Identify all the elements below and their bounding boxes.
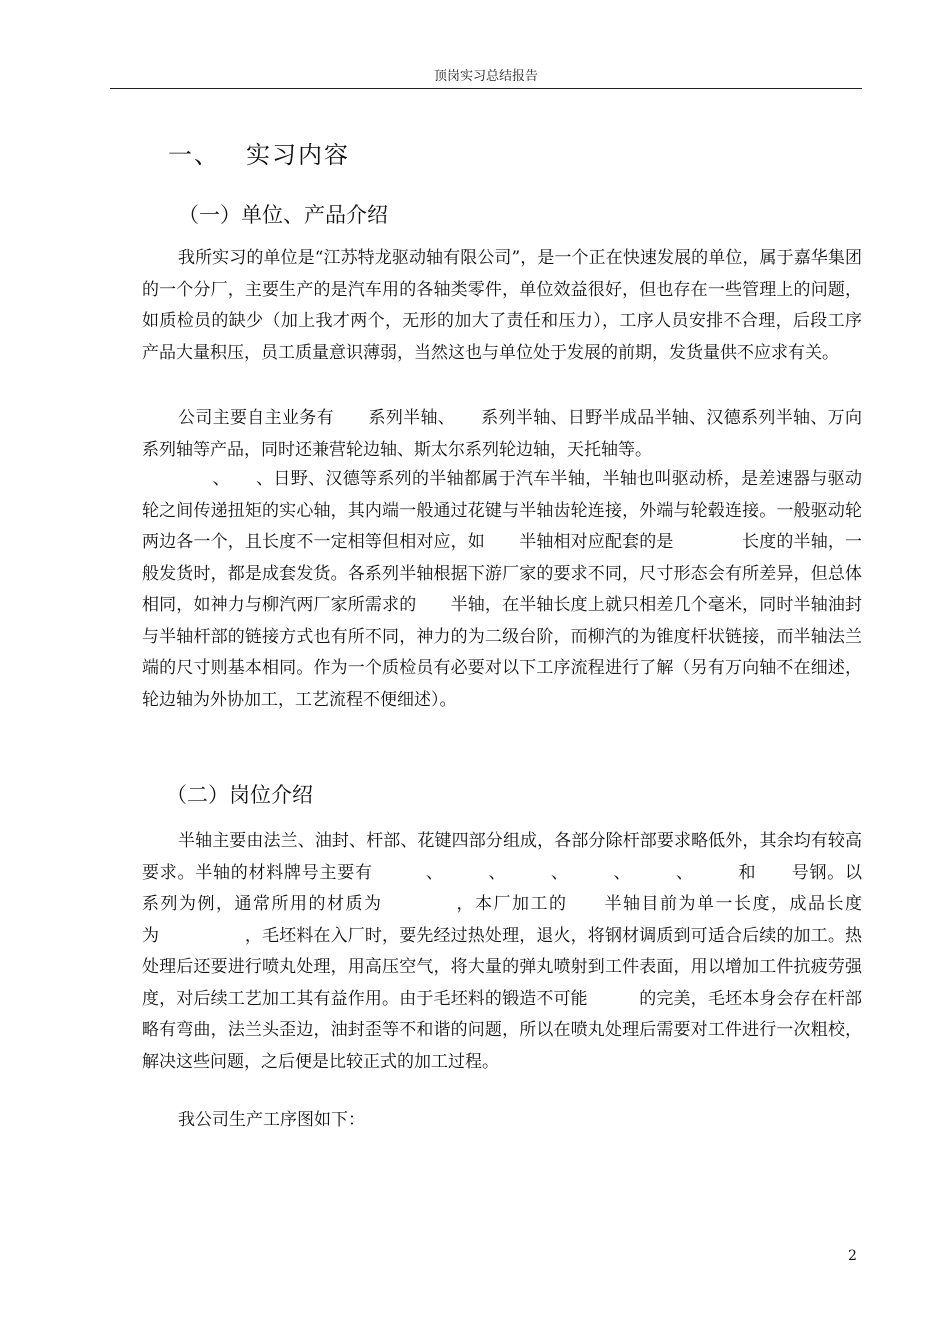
chapter-heading <box>168 138 350 172</box>
paragraph-axle-description: 、 、日野、汉德等系列的半轴都属于汽车半轴，半轴也叫驱动桥，是差速器与驱动轮之间传递扭矩的实心轴，其内端一般通过花键与半轴齿轮连接，外端与轮毂连接。一般驱动轮两边各一个，且长度不一定相等但相对应，如 半轴相对应配套的是 长度的半轴，一般发货时，都是成套发货。各系列半轴根据下游厂家的要求不同，尺寸形态会有所差异，但总体相同，如神力与柳汽两厂家所需求的 半轴，在半轴长度上就只相差几个毫米，同时半轴油封与半轴杆部的链接方式也有所不同，神力的为二级台阶，而柳汽的为锥度杆状链接，而半轴法兰端的尺寸则基本相同。作为一个质检员有必要对以下工序流程进行了解（另有万向轴不在细述，轮边轴为外协加工，工艺流程不便细述）。 <box>142 469 862 710</box>
paragraph-company-intro: 我所实习的单位是“江苏特龙驱动轴有限公司”，是一个正在快速发展的单位，属于嘉华集团的一个分厂，主要生产的是汽车用的各轴类零件，单位效益很好，但也存在一些管理上的问题，如质检员的缺少（加上我才两个，无形的加大了责任和压力），工序人员安排不合理，后段工序产品大量积压，员工质量意识薄弱，当然这也与单位处于发展的前期，发货量供不应求有关。 <box>142 248 862 363</box>
header-divider <box>110 88 862 89</box>
paragraph-axle-materials: 半轴主要由法兰、油封、杆部、花键四部分组成，各部分除杆部要求略低外，其余均有较高要求。半轴的材料牌号主要有 、 、 、 、 、 和 号钢。以 系列为例，通常所用的材质为 ，本厂加工的 半轴目前为单一长度，成品长度为 ，毛坯料在入厂时，要先经过热处理，退火，将钢材调质到可适合后续的加工。热处理后还要进行喷丸处理，用高压空气，将大量的弹丸喷射到工件表面，用以增加工件抗疲劳强度，对后续工艺加工其有益作用。由于毛坯料的锻造不可能 的完美，毛坯本身会存在杆部略有弯曲，法兰头歪边，油封歪等不和谐的问题，所以在喷丸处理后需要对工件进行一次粗校，解决这些问题，之后便是比较正式的加工过程。 <box>142 831 896 1072</box>
chapter-title: 实习内容 <box>246 141 350 169</box>
section-heading-company: （一）单位、产品介绍 <box>178 203 388 227</box>
section-heading-position: （二）岗位介绍 <box>166 783 313 807</box>
page-header: 顶岗实习总结报告 <box>433 69 538 84</box>
chapter-number: 一、 <box>168 141 220 169</box>
paragraph-process-intro: 我公司生产工序图如下： <box>178 1110 365 1130</box>
page-number: 2 <box>848 1248 857 1264</box>
paragraph-business: 公司主要自主业务有 系列半轴、 系列半轴、日野半成品半轴、汉德系列半轴、万向系列轴等产品，同时还兼营轮边轴、斯太尔系列轮边轴，天托轴等。 <box>142 408 862 460</box>
